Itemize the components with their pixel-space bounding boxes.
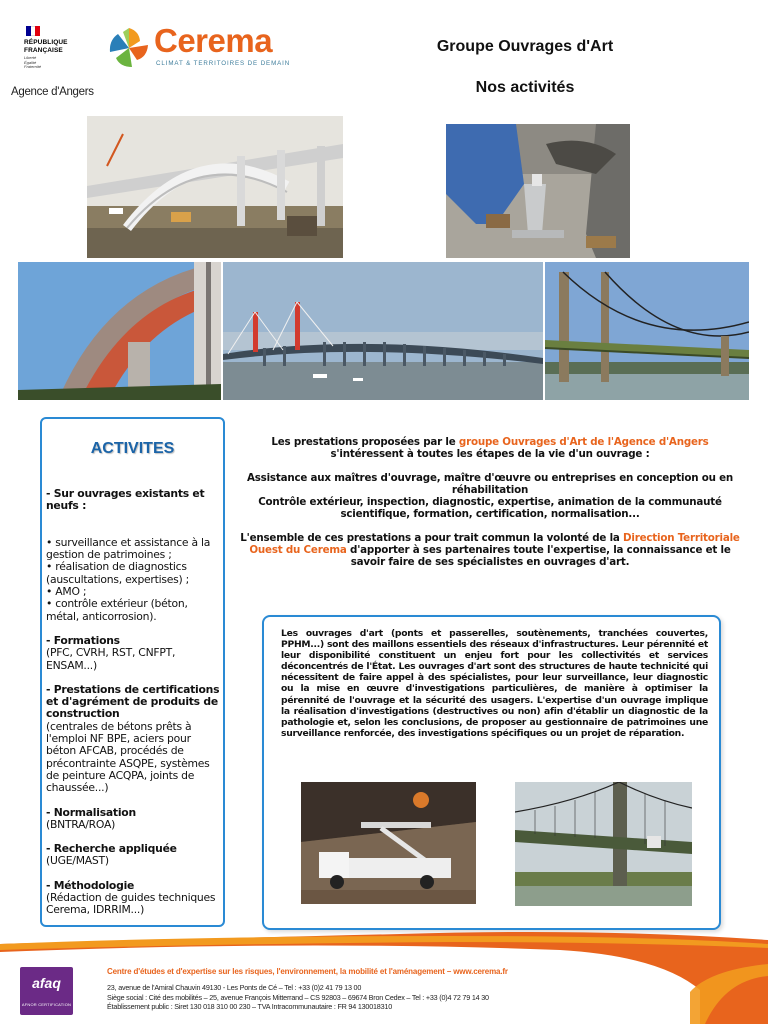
intro-text-run: Les prestations proposées par le [271, 436, 459, 448]
activites-list [46, 488, 222, 929]
footer-address-line: 23, avenue de l'Amiral Chauvin 49130 - Les Ponts de Cé – Tel : +33 (0)2 41 79 13 00 [107, 983, 362, 992]
afaq-wordmark: afaq [32, 975, 61, 991]
cerema-logo [106, 24, 306, 74]
group-highlight: groupe Ouvrages d'Art de l'Agence d'Angers [458, 436, 709, 448]
agency-name: Agence d'Angers [11, 86, 94, 98]
photo-bridge-underside [18, 262, 221, 400]
republique-label-1: RÉPUBLIQUE [24, 39, 68, 46]
activites-section-body: (UGE/MAST) [46, 854, 109, 868]
tricolor-flag-icon [26, 26, 40, 36]
intro-paragraph-3 [234, 532, 746, 568]
activites-section-title: - Prestations de certifications et d'agrément de produits de construction [46, 682, 220, 721]
activites-section [46, 880, 222, 917]
direction-highlight: Direction Territoriale Ouest du Cerema [249, 532, 740, 556]
intro-text-run: L'ensemble de ces prestations a pour trait commun la volonté de la [240, 532, 624, 544]
intro-paragraph-2: Assistance aux maîtres d'ouvrage, maître d'œuvre ou entreprises en conception ou en réhabilitation Contrôle extérieur, inspection, diagnostic, expertise, animation de la communauté scientifique, formation, certification, normalisation... [246, 472, 734, 520]
intro-text [234, 436, 746, 580]
footer-address-block [107, 983, 489, 1012]
devise-egalite: Égalité [24, 59, 37, 65]
activites-section-title: - Méthodologie [46, 878, 135, 892]
activites-section [46, 843, 222, 868]
republique-label-2: FRANÇAISE [24, 46, 63, 54]
activites-section [46, 684, 222, 795]
activites-section-body: (centrales de bétons prêts à l'emploi NF BPE, aciers pour béton AFCAB, procédés de précontrainte ASQPE, systèmes de peinture ACQPA, joints de chaussée...) [46, 719, 210, 795]
activites-section-title: - Sur ouvrages existants et neufs : [46, 487, 205, 513]
activites-section-title: - Normalisation [46, 805, 136, 819]
photo-inspection-truck [301, 782, 476, 904]
activites-section [46, 635, 222, 672]
activites-section-body: (PFC, CVRH, RST, CNFPT, ENSAM...) [46, 646, 176, 672]
footer-legal-line: Établissement public : Siret 130 018 310 00 230 – TVA Intracommunautaire : FR 94 130018310 [107, 1002, 392, 1012]
info-panel [262, 615, 721, 930]
activites-section [46, 525, 222, 623]
cerema-wordmark: Cerema [154, 22, 273, 59]
photo-arch-bridge-construction [87, 116, 343, 258]
activites-section [46, 807, 222, 832]
republique-francaise-logo [24, 26, 86, 70]
activites-section-title: - Formations [46, 633, 120, 647]
cerema-pinwheel-icon [106, 25, 152, 71]
activites-section-title: - Recherche appliquée [46, 842, 177, 856]
page-title: Groupe Ouvrages d'Art [436, 38, 614, 55]
activites-panel [40, 417, 225, 927]
intro-text-run: s'intéressent à toutes les étapes de la vie d'un ouvrage : [330, 448, 650, 460]
afaq-subtitle: AFNOR CERTIFICATION [21, 1002, 72, 1007]
footer-tagline: Centre d'études et d'expertise sur les risques, l'environnement, la mobilité et l'aménagement – www.cerema.fr [107, 967, 508, 976]
intro-paragraph-1 [234, 436, 746, 460]
devise-fraternite: Fraternité [24, 64, 42, 70]
activites-section-body: • surveillance et assistance à la gestion de patrimoines ; • réalisation de diagnostics (auscultations, expertises) ; • AMO ; • contrôle extérieur (béton, métal, anticorrosion). [46, 535, 211, 623]
afaq-certification-logo [20, 967, 73, 1015]
intro-text-run: d'apporter à ses partenaires toute l'expertise, la connaissance et le savoir faire de ses spécialistes en ouvrages d'art. [346, 544, 731, 568]
photo-cable-stayed-bridge [223, 262, 543, 400]
activites-section [46, 488, 222, 513]
devise-liberte: Liberté [24, 55, 37, 60]
footer-headquarters-line: Siège social : Cité des mobilités – 25, avenue François Mitterrand – CS 92803 – 69674 Bron Cedex – Tel : +33 (0)4 72 79 14 30 [107, 992, 489, 1002]
photo-suspension-bridge [545, 262, 749, 400]
info-paragraph: Les ouvrages d'art (ponts et passerelles, soutènements, tranchées couvertes, PPHM...) sont des maillons essentiels des réseaux d'infrastructures. Leur pérennité et leur disponibilité constituent un enjeu fort pour les collectivités et services déconcentrés de l'État. Les ouvrages d'art sont des structures de haute technicité qui nécessitent de faire appel à des spécialistes, pour leur surveillance, leur diagnostic ou la mise en œuvre d'investigations particulières, de manière à optimiser la pérennité de l'ouvrage et la sécurité des usagers. L'expertise d'un ouvrage implique la réalisation d'investigations (destructives ou non) afin d'établir un diagnostic de la pathologie et, selon les conclusions, de proposer au gestionnaire de patrimoines une surveillance renforcée, des investigations spécifiques ou un projet de réparation. [281, 628, 708, 739]
activites-heading: ACTIVITES [90, 440, 175, 457]
page-subtitle: Nos activités [475, 79, 575, 96]
activites-section-body: (BNTRA/ROA) [46, 817, 116, 831]
activites-section-body: (Rédaction de guides techniques Cerema, IDRRIM...) [46, 891, 216, 917]
cerema-tagline: CLIMAT & TERRITOIRES DE DEMAIN [156, 60, 291, 67]
photo-concrete-testing [446, 124, 630, 258]
photo-suspension-bridge-detail [515, 782, 692, 906]
